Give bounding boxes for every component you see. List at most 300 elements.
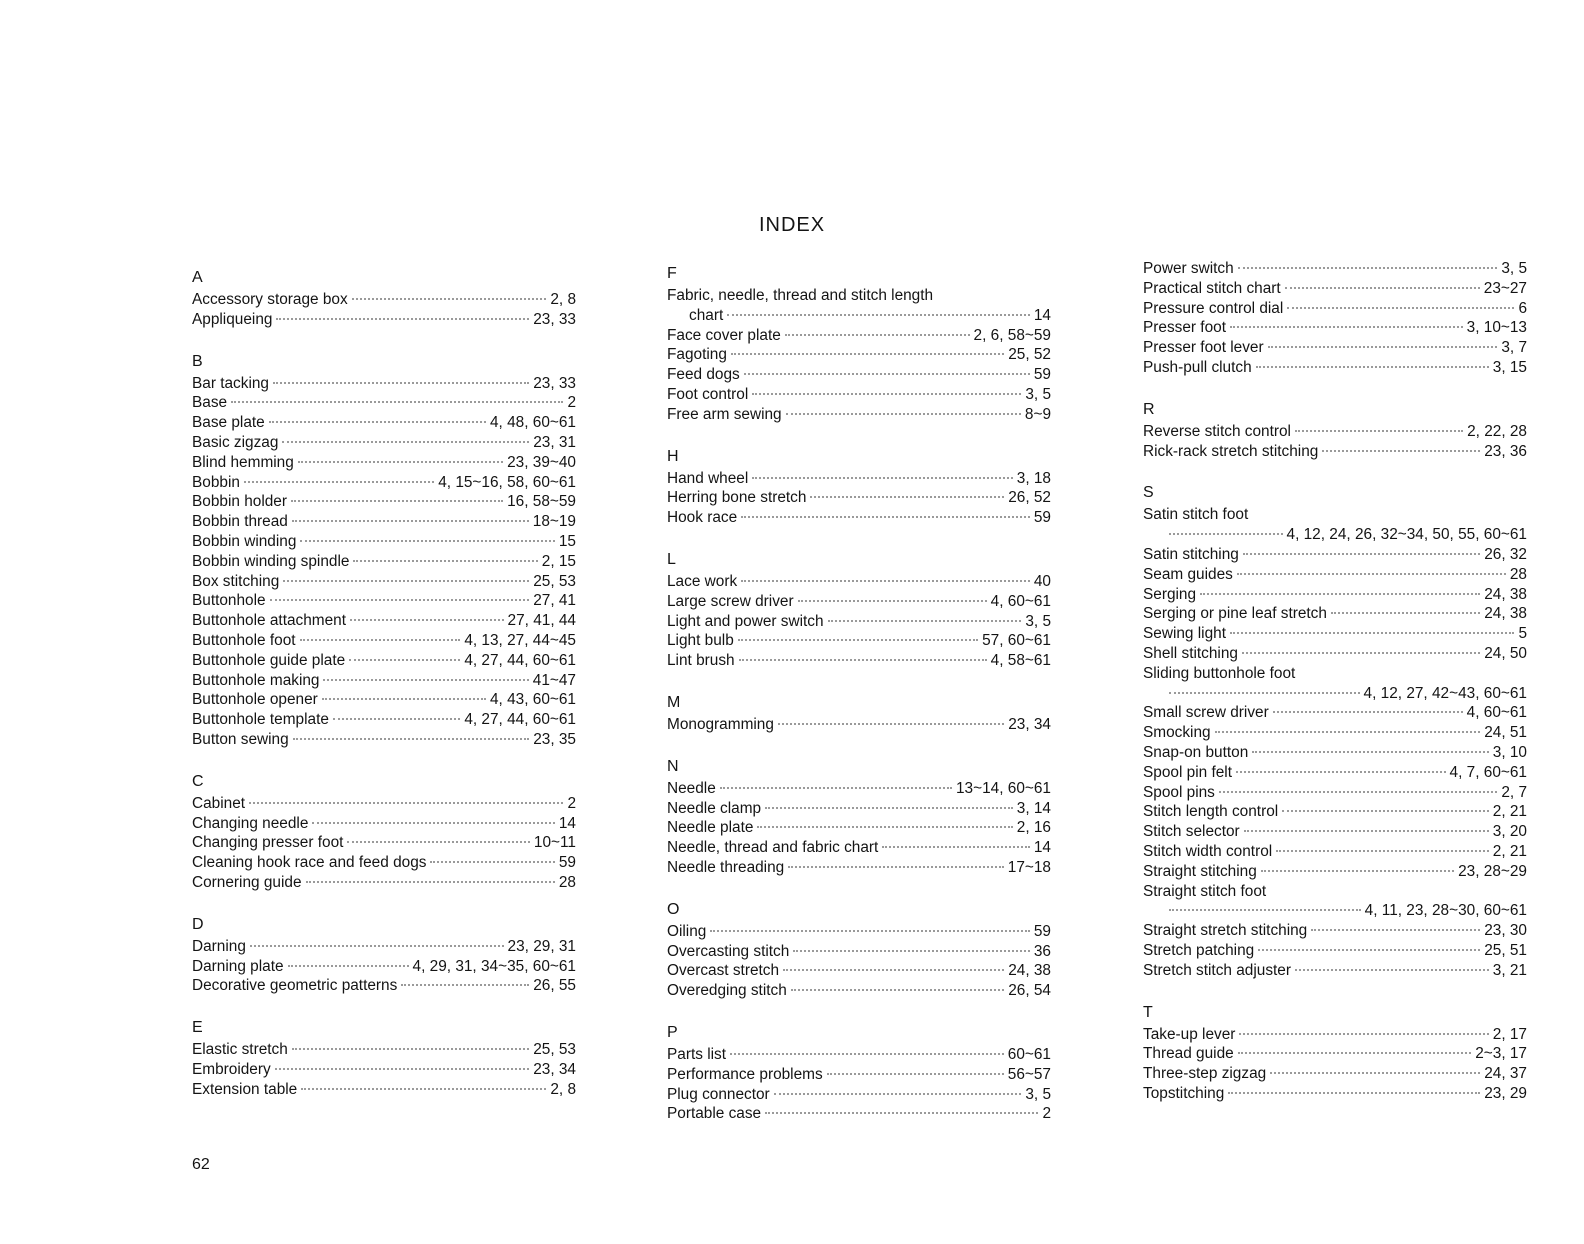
entry-term: Fabric, needle, thread and stitch length	[667, 287, 934, 304]
dot-leader	[730, 1053, 1004, 1055]
entry-term: Presser foot	[1143, 319, 1226, 337]
entry-pages: 23, 36	[1484, 442, 1527, 460]
entry-pages: 14	[558, 814, 576, 832]
index-entry	[192, 1060, 576, 1080]
entry-pages: 2, 21	[1492, 803, 1527, 821]
index-section	[192, 770, 576, 893]
entry-pages: 23, 33	[533, 374, 576, 392]
index-entry	[192, 552, 576, 572]
entry-pages: 23~27	[1483, 279, 1527, 297]
entry-term: Straight stitch foot	[1143, 882, 1267, 900]
dot-leader	[1252, 751, 1489, 753]
index-section	[667, 898, 1051, 1001]
dot-leader	[1169, 692, 1360, 694]
dot-leader	[349, 659, 460, 661]
index-entry	[1143, 422, 1527, 442]
entry-term: Fagoting	[667, 346, 727, 364]
index-entry	[1143, 1064, 1527, 1084]
index-entry	[667, 286, 1051, 306]
entry-term: Bobbin holder	[192, 493, 287, 511]
dot-leader	[1236, 771, 1446, 773]
entry-term: Base plate	[192, 414, 265, 432]
index-entry	[667, 365, 1051, 385]
index-entry	[667, 818, 1051, 838]
index-entry	[1143, 743, 1527, 763]
index-entry	[192, 873, 576, 893]
index-entry	[667, 405, 1051, 425]
index-entry	[667, 922, 1051, 942]
index-entry	[192, 1080, 576, 1100]
entry-pages: 60~61	[1007, 1045, 1051, 1063]
index-entry	[192, 374, 576, 394]
entry-pages: 2, 16	[1016, 819, 1051, 837]
index-entry	[192, 473, 576, 493]
entry-term: Basic zigzag	[192, 433, 279, 451]
dot-leader	[322, 698, 486, 700]
entry-pages: 23, 34	[1008, 715, 1051, 733]
entry-pages: 2, 21	[1492, 842, 1527, 860]
entry-term: Button sewing	[192, 730, 289, 748]
index-entry	[1143, 565, 1527, 585]
index-entry	[667, 1045, 1051, 1065]
entry-pages: 25, 53	[533, 1041, 576, 1059]
entry-term: Embroidery	[192, 1060, 271, 1078]
entry-pages: 40	[1033, 572, 1051, 590]
dot-leader	[738, 639, 978, 641]
index-entry	[1143, 318, 1527, 338]
dot-leader	[1287, 307, 1514, 309]
entry-term: Parts list	[667, 1045, 727, 1063]
entry-term: Needle plate	[667, 819, 754, 837]
dot-leader	[752, 477, 1012, 479]
index-section	[667, 691, 1051, 735]
dot-leader	[1282, 810, 1489, 812]
entry-pages: 25, 52	[1008, 346, 1051, 364]
entry-pages: 3, 20	[1492, 823, 1527, 841]
entry-pages: 23, 33	[533, 310, 576, 328]
index-entry	[192, 794, 576, 814]
index-entry	[192, 976, 576, 996]
dot-leader	[744, 373, 1030, 375]
dot-leader	[430, 861, 554, 863]
dot-leader	[1230, 632, 1514, 634]
entry-term: Satin stitching	[1143, 545, 1239, 563]
dot-leader	[306, 881, 555, 883]
index-entry	[667, 469, 1051, 489]
entry-pages: 3, 10~13	[1466, 319, 1527, 337]
dot-leader	[298, 461, 503, 463]
index-entry	[1143, 941, 1527, 961]
index-entry	[1143, 604, 1527, 624]
index-entry	[1143, 802, 1527, 822]
entry-term: Lace work	[667, 572, 738, 590]
entry-pages: 24, 37	[1484, 1065, 1527, 1083]
dot-leader	[1256, 366, 1489, 368]
entry-term: Overcast stretch	[667, 962, 780, 980]
index-entry	[667, 385, 1051, 405]
section-letter: P	[667, 1023, 678, 1041]
entry-pages: 28	[1509, 565, 1527, 583]
entry-pages: 4, 7, 60~61	[1449, 763, 1527, 781]
index-entry	[192, 853, 576, 873]
index-section	[192, 350, 576, 750]
index-entry	[192, 413, 576, 433]
index-entry	[192, 492, 576, 512]
dot-leader	[270, 599, 530, 601]
index-entry	[192, 651, 576, 671]
entry-term: Light bulb	[667, 632, 734, 650]
entry-pages: 23, 29, 31	[507, 937, 576, 955]
index-entry	[192, 532, 576, 552]
entry-term: Three-step zigzag	[1143, 1065, 1267, 1083]
entry-pages: 3, 14	[1016, 799, 1051, 817]
dot-leader	[1268, 346, 1498, 348]
index-entry	[192, 710, 576, 730]
index-entry	[192, 393, 576, 413]
section-letter: E	[192, 1019, 203, 1037]
section-letter: F	[667, 265, 677, 282]
entry-term: Spool pins	[1143, 783, 1215, 801]
dot-leader	[1331, 612, 1480, 614]
dot-leader	[741, 516, 1030, 518]
index-column-2	[667, 262, 1051, 1144]
dot-leader	[231, 401, 563, 403]
entry-pages: 2, 17	[1492, 1025, 1527, 1043]
entry-pages: 8~9	[1024, 405, 1051, 423]
index-entry	[1143, 703, 1527, 723]
entry-pages: 4, 11, 23, 28~30, 60~61	[1364, 902, 1527, 920]
entry-pages: 3, 7	[1501, 339, 1527, 357]
index-entry	[1143, 961, 1527, 981]
index-entry	[192, 957, 576, 977]
section-letter: A	[192, 269, 203, 286]
entry-pages: 41~47	[532, 671, 576, 689]
dot-leader	[720, 787, 952, 789]
entry-pages: 2, 8	[550, 291, 576, 308]
entry-term: Extension table	[192, 1080, 298, 1098]
entry-pages: 23, 31	[533, 433, 576, 451]
index-entry	[1143, 1025, 1527, 1045]
index-entry	[1143, 545, 1527, 565]
entry-term: Free arm sewing	[667, 405, 782, 423]
dot-leader	[783, 969, 1004, 971]
entry-pages: 2, 22, 28	[1467, 422, 1527, 440]
entry-term: Overcasting stitch	[667, 942, 790, 960]
index-entry	[667, 961, 1051, 981]
entry-pages: 13~14, 60~61	[955, 779, 1051, 797]
entry-pages: 3, 5	[1501, 260, 1527, 277]
dot-leader	[292, 520, 529, 522]
index-entry	[667, 345, 1051, 365]
entry-pages: 27, 41	[533, 592, 576, 610]
entry-term: Cornering guide	[192, 873, 302, 891]
entry-pages: 3, 15	[1492, 358, 1527, 376]
entry-pages: 2, 15	[541, 552, 576, 570]
dot-leader	[244, 481, 434, 483]
index-entry	[667, 715, 1051, 735]
entry-pages: 26, 52	[1008, 489, 1051, 507]
entry-pages: 26, 32	[1484, 545, 1527, 563]
index-entry	[1143, 921, 1527, 941]
entry-term: Appliqueing	[192, 310, 273, 328]
entry-term: Topstitching	[1143, 1084, 1225, 1102]
section-letter: L	[667, 550, 676, 568]
entry-term: Bobbin winding	[192, 532, 297, 550]
dot-leader	[291, 500, 503, 502]
entry-term: Shell stitching	[1143, 644, 1238, 662]
entry-term: Stretch stitch adjuster	[1143, 961, 1291, 979]
index-entry	[667, 651, 1051, 671]
index-entry	[667, 572, 1051, 592]
entry-term: Herring bone stretch	[667, 489, 807, 507]
entry-pages: 14	[1033, 306, 1051, 324]
entry-term: Bobbin	[192, 473, 240, 491]
index-section	[667, 262, 1051, 425]
dot-leader	[1200, 593, 1480, 595]
entry-pages: 10~11	[533, 834, 576, 852]
entry-pages: 26, 54	[1008, 982, 1051, 1000]
index-entry	[667, 1065, 1051, 1085]
index-section	[192, 913, 576, 996]
dot-leader	[1215, 731, 1481, 733]
index-entry	[667, 326, 1051, 346]
entry-pages: 4, 60~61	[1466, 704, 1527, 722]
entry-pages: 36	[1033, 942, 1051, 960]
entry-pages: 23, 30	[1484, 922, 1527, 940]
entry-term: Foot control	[667, 385, 749, 403]
entry-pages: 2, 6, 58~59	[973, 326, 1051, 344]
section-letter: C	[192, 772, 204, 790]
entry-pages: 25, 51	[1484, 941, 1527, 959]
index-entry	[1143, 505, 1527, 525]
entry-term: Smocking	[1143, 724, 1211, 742]
index-section	[1143, 481, 1527, 980]
entry-pages: 56~57	[1007, 1065, 1051, 1083]
dot-leader	[1285, 287, 1480, 289]
dot-leader	[741, 580, 1030, 582]
entry-term: Buttonhole foot	[192, 631, 296, 649]
entry-pages: 59	[1033, 366, 1051, 384]
index-entry	[192, 631, 576, 651]
dot-leader	[1239, 1033, 1488, 1035]
dot-leader	[300, 540, 554, 542]
dot-leader	[282, 441, 529, 443]
dot-leader	[757, 826, 1012, 828]
entry-term: Needle	[667, 779, 716, 797]
dot-leader	[350, 619, 504, 621]
index-entry	[1143, 624, 1527, 644]
dot-leader	[1228, 1092, 1480, 1094]
index-entry	[1143, 259, 1527, 279]
index-entry	[1143, 684, 1527, 704]
entry-term: Serging or pine leaf stretch	[1143, 605, 1327, 623]
index-section	[667, 445, 1051, 528]
dot-leader	[276, 318, 529, 320]
entry-term: Stitch length control	[1143, 803, 1279, 821]
entry-term: Hook race	[667, 509, 738, 527]
entry-pages: 4, 27, 44, 60~61	[464, 711, 576, 729]
entry-pages: 3, 21	[1492, 961, 1527, 979]
index-entry	[667, 942, 1051, 962]
index-section	[1143, 398, 1527, 462]
index-entry	[1143, 901, 1527, 921]
entry-term: Box stitching	[192, 572, 280, 590]
index-entry	[1143, 882, 1527, 902]
entry-term: Stitch width control	[1143, 842, 1273, 860]
dot-leader	[752, 393, 1021, 395]
dot-leader	[793, 950, 1030, 952]
entry-pages: 4, 29, 31, 34~35, 60~61	[412, 957, 576, 975]
entry-pages: 3, 10	[1492, 743, 1527, 761]
entry-term: Hand wheel	[667, 469, 749, 487]
index-entry	[1143, 585, 1527, 605]
entry-term: Plug connector	[667, 1085, 770, 1103]
entry-pages: 59	[1033, 922, 1051, 940]
dot-leader	[283, 580, 529, 582]
dot-leader	[1295, 969, 1489, 971]
index-entry	[667, 306, 1051, 326]
dot-leader	[788, 866, 1004, 868]
entry-term: Needle, thread and fabric chart	[667, 839, 879, 857]
index-column-1	[192, 266, 576, 1120]
dot-leader	[288, 965, 409, 967]
dot-leader	[785, 334, 970, 336]
index-entry	[1143, 644, 1527, 664]
entry-term: Cabinet	[192, 794, 246, 812]
dot-leader	[1258, 949, 1480, 951]
entry-pages: 24, 38	[1484, 585, 1527, 603]
dot-leader	[727, 314, 1030, 316]
index-entry	[1143, 723, 1527, 743]
dot-leader	[765, 807, 1013, 809]
entry-term: Reverse stitch control	[1143, 422, 1291, 440]
entry-term: Needle clamp	[667, 799, 762, 817]
dot-leader	[739, 659, 987, 661]
dot-leader	[312, 822, 554, 824]
dot-leader	[275, 1068, 530, 1070]
entry-pages: 4, 48, 60~61	[489, 414, 576, 432]
entry-pages: 27, 41, 44	[507, 612, 576, 630]
index-entry	[667, 858, 1051, 878]
dot-leader	[250, 945, 504, 947]
index-section	[192, 266, 576, 330]
index-entry	[667, 612, 1051, 632]
dot-leader	[1295, 430, 1463, 432]
index-entry	[192, 433, 576, 453]
entry-pages: 16, 58~59	[507, 493, 576, 511]
index-entry	[667, 779, 1051, 799]
dot-leader	[353, 560, 537, 562]
index-entry	[192, 290, 576, 310]
entry-term: Bobbin winding spindle	[192, 552, 350, 570]
entry-term: Push-pull clutch	[1143, 358, 1252, 376]
entry-term: Stitch selector	[1143, 823, 1240, 841]
dot-leader	[778, 723, 1004, 725]
dot-leader	[1244, 830, 1489, 832]
dot-leader	[293, 738, 530, 740]
index-entry	[192, 937, 576, 957]
index-entry	[192, 512, 576, 532]
entry-term: Needle threading	[667, 858, 785, 876]
entry-term: Buttonhole making	[192, 671, 320, 689]
entry-pages: 3, 5	[1025, 385, 1051, 403]
dot-leader	[774, 1093, 1022, 1095]
dot-leader	[1311, 929, 1480, 931]
index-section	[667, 1021, 1051, 1124]
entry-pages: 24, 38	[1008, 962, 1051, 980]
entry-pages: 4, 60~61	[990, 592, 1051, 610]
entry-term: Sliding buttonhole foot	[1143, 664, 1296, 682]
entry-pages: 2, 8	[550, 1080, 576, 1098]
dot-leader	[401, 984, 529, 986]
dot-leader	[786, 413, 1021, 415]
entry-term: Take-up lever	[1143, 1025, 1236, 1043]
entry-pages: 2, 7	[1501, 783, 1527, 801]
entry-term: Stretch patching	[1143, 941, 1255, 959]
dot-leader	[1243, 553, 1480, 555]
index-entry	[1143, 525, 1527, 545]
index-entry	[1143, 822, 1527, 842]
index-entry	[667, 981, 1051, 1001]
entry-pages: 59	[558, 854, 576, 872]
dot-leader	[1273, 711, 1463, 713]
entry-pages: 6	[1518, 299, 1527, 317]
entry-term: Buttonhole	[192, 592, 266, 610]
dot-leader	[1238, 267, 1498, 269]
page-title: INDEX	[758, 214, 826, 236]
entry-pages: 4, 12, 27, 42~43, 60~61	[1363, 684, 1527, 702]
index-entry	[667, 799, 1051, 819]
index-entry	[1143, 442, 1527, 462]
entry-term: Buttonhole template	[192, 711, 329, 729]
section-letter: B	[192, 352, 203, 370]
dot-leader	[710, 930, 1030, 932]
entry-term: Sewing light	[1143, 625, 1226, 643]
entry-pages: 3, 5	[1025, 1085, 1051, 1103]
index-section	[667, 755, 1051, 878]
index-section	[1143, 1001, 1527, 1104]
entry-term: Rick-rack stretch stitching	[1143, 442, 1319, 460]
entry-pages: 2	[567, 394, 576, 412]
dot-leader	[292, 1048, 529, 1050]
index-entry	[1143, 783, 1527, 803]
dot-leader	[269, 421, 486, 423]
section-letter: M	[667, 693, 681, 711]
section-letter: R	[1143, 400, 1155, 418]
index-entry	[192, 690, 576, 710]
entry-term: Bobbin thread	[192, 513, 288, 531]
dot-leader	[791, 989, 1004, 991]
entry-term: Straight stretch stitching	[1143, 922, 1308, 940]
index-entry	[667, 508, 1051, 528]
dot-leader	[1219, 791, 1497, 793]
index-entry	[192, 453, 576, 473]
page-number: 62	[192, 1156, 210, 1173]
entry-pages: 3, 18	[1016, 469, 1051, 487]
entry-pages: 3, 5	[1025, 612, 1051, 630]
entry-term: Buttonhole attachment	[192, 612, 347, 630]
index-entry	[192, 1040, 576, 1060]
entry-term: Power switch	[1143, 260, 1234, 277]
entry-pages: 4, 43, 60~61	[489, 691, 576, 709]
entry-pages: 23, 28~29	[1458, 862, 1527, 880]
entry-pages: 4, 58~61	[990, 652, 1051, 670]
dot-leader	[765, 1112, 1038, 1114]
entry-pages: 17~18	[1007, 858, 1051, 876]
dot-leader	[828, 620, 1022, 622]
entry-pages: 26, 55	[533, 977, 576, 995]
index-entry	[192, 572, 576, 592]
